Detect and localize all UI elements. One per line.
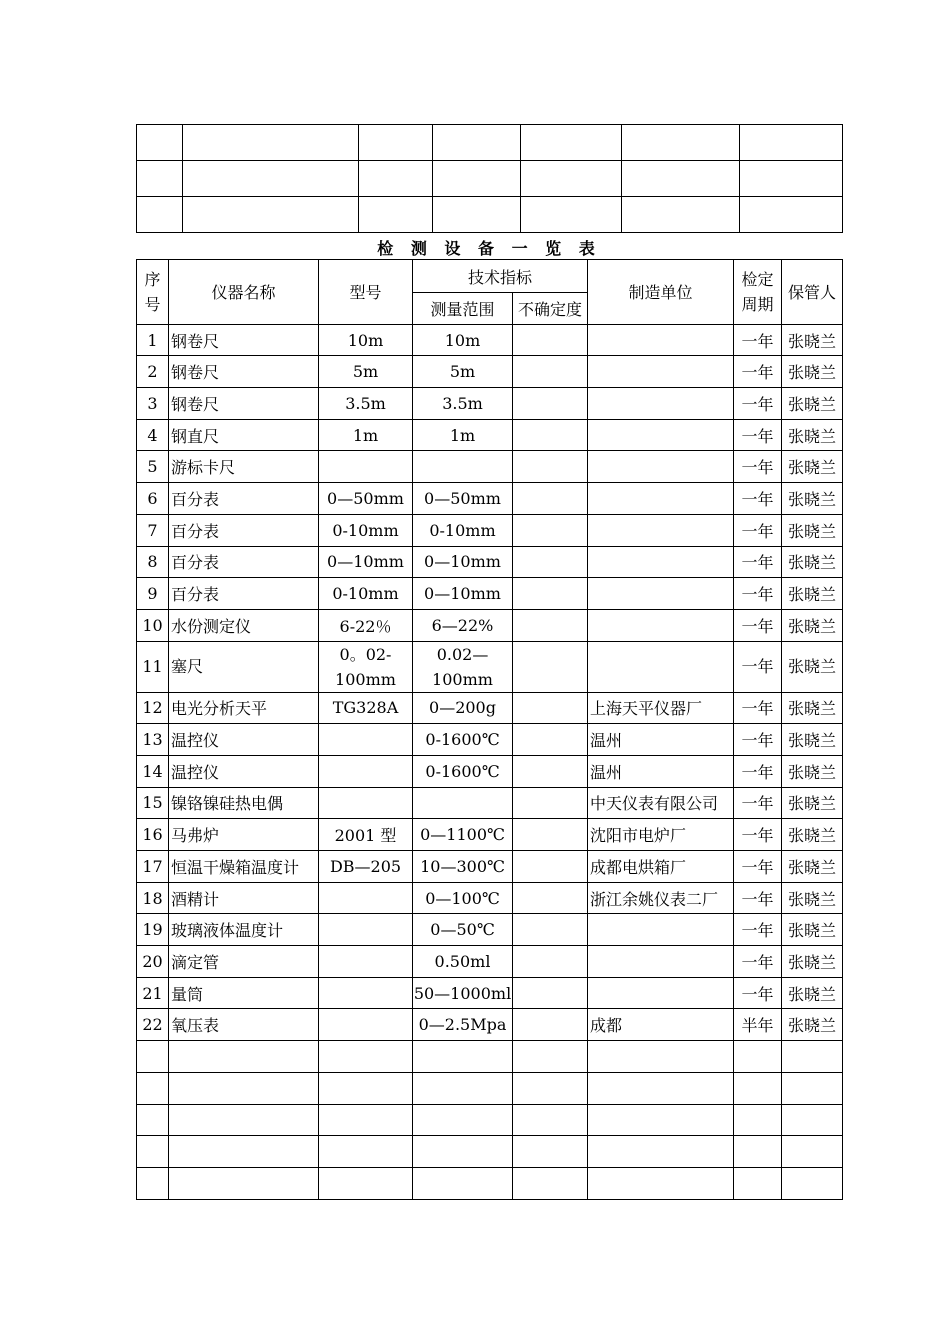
cell-seq: 7 [137, 514, 169, 546]
cell-period: 一年 [734, 514, 782, 546]
cell-maker [588, 546, 734, 578]
empty-cell [433, 161, 521, 197]
cell-name: 量筒 [169, 977, 319, 1009]
cell-name: 温控仪 [169, 755, 319, 787]
empty-cell [588, 1167, 734, 1199]
header-period: 检定 周期 [734, 260, 782, 325]
cell-uncertainty [513, 946, 588, 978]
cell-model [319, 787, 413, 819]
top-table-row [137, 197, 843, 233]
table-row [137, 946, 843, 978]
cell-keeper: 张晓兰 [782, 324, 843, 356]
empty-cell [183, 125, 359, 161]
cell-seq: 4 [137, 419, 169, 451]
cell-model: DB—205 [319, 851, 413, 883]
table-row [137, 609, 843, 641]
cell-uncertainty [513, 692, 588, 724]
cell-keeper: 张晓兰 [782, 787, 843, 819]
empty-cell [413, 1041, 513, 1073]
cell-maker: 温州 [588, 724, 734, 756]
empty-cell [359, 161, 433, 197]
cell-uncertainty [513, 578, 588, 610]
cell-uncertainty [513, 609, 588, 641]
table-row [137, 324, 843, 356]
blank-row [137, 1136, 843, 1168]
table-row [137, 483, 843, 515]
cell-model [319, 977, 413, 1009]
cell-name: 温控仪 [169, 724, 319, 756]
cell-maker [588, 946, 734, 978]
table-row [137, 578, 843, 610]
empty-cell [513, 1104, 588, 1136]
cell-seq: 2 [137, 356, 169, 388]
cell-uncertainty [513, 851, 588, 883]
cell-model: 0-10mm [319, 514, 413, 546]
cell-model: 0—50mm [319, 483, 413, 515]
cell-keeper: 张晓兰 [782, 724, 843, 756]
cell-maker [588, 419, 734, 451]
cell-uncertainty [513, 641, 588, 692]
cell-period: 一年 [734, 692, 782, 724]
cell-name: 钢直尺 [169, 419, 319, 451]
cell-period: 一年 [734, 546, 782, 578]
blank-row [137, 1104, 843, 1136]
cell-uncertainty [513, 546, 588, 578]
cell-period: 一年 [734, 388, 782, 420]
cell-name: 百分表 [169, 546, 319, 578]
empty-cell [588, 1041, 734, 1073]
cell-period: 一年 [734, 724, 782, 756]
empty-cell [622, 161, 740, 197]
cell-maker: 上海天平仪器厂 [588, 692, 734, 724]
cell-model [319, 755, 413, 787]
empty-cell [169, 1167, 319, 1199]
blank-row [137, 1041, 843, 1073]
header-name: 仪器名称 [169, 260, 319, 325]
cell-maker [588, 514, 734, 546]
cell-maker: 成都电烘箱厂 [588, 851, 734, 883]
table-row [137, 692, 843, 724]
cell-range: 0—2.5Mpa [413, 1009, 513, 1041]
cell-uncertainty [513, 388, 588, 420]
empty-cell [433, 125, 521, 161]
empty-cell [622, 125, 740, 161]
cell-seq: 5 [137, 451, 169, 483]
empty-cell [740, 197, 843, 233]
cell-period: 一年 [734, 609, 782, 641]
empty-cell [359, 125, 433, 161]
cell-period: 一年 [734, 946, 782, 978]
cell-model: 10m [319, 324, 413, 356]
cell-period: 一年 [734, 324, 782, 356]
cell-range: 10m [413, 324, 513, 356]
cell-range: 0—50mm [413, 483, 513, 515]
cell-period: 一年 [734, 914, 782, 946]
header-tech: 技术指标 [413, 260, 588, 293]
blank-row [137, 1072, 843, 1104]
cell-seq: 13 [137, 724, 169, 756]
empty-cell [359, 197, 433, 233]
cell-model: 0。02- 100mm [319, 641, 413, 692]
table-row [137, 851, 843, 883]
empty-cell [319, 1072, 413, 1104]
empty-cell [734, 1072, 782, 1104]
cell-range: 0—100℃ [413, 882, 513, 914]
empty-cell [521, 125, 622, 161]
empty-cell [137, 197, 183, 233]
top-table-row [137, 125, 843, 161]
table-row [137, 514, 843, 546]
cell-keeper: 张晓兰 [782, 819, 843, 851]
cell-maker: 浙江余姚仪表二厂 [588, 882, 734, 914]
top-table-row [137, 161, 843, 197]
cell-seq: 16 [137, 819, 169, 851]
cell-keeper: 张晓兰 [782, 692, 843, 724]
empty-cell [734, 1167, 782, 1199]
table-row [137, 641, 843, 692]
cell-uncertainty [513, 914, 588, 946]
cell-seq: 19 [137, 914, 169, 946]
cell-period: 一年 [734, 851, 782, 883]
cell-name: 镍铬镍硅热电偶 [169, 787, 319, 819]
cell-model: TG328A [319, 692, 413, 724]
cell-model: 2001 型 [319, 819, 413, 851]
empty-cell [734, 1104, 782, 1136]
cell-uncertainty [513, 514, 588, 546]
cell-maker: 中天仪表有限公司 [588, 787, 734, 819]
empty-cell [521, 161, 622, 197]
cell-maker [588, 483, 734, 515]
empty-cell [137, 125, 183, 161]
cell-keeper: 张晓兰 [782, 483, 843, 515]
cell-name: 氧压表 [169, 1009, 319, 1041]
cell-name: 塞尺 [169, 641, 319, 692]
cell-period: 一年 [734, 882, 782, 914]
cell-name: 恒温干燥箱温度计 [169, 851, 319, 883]
cell-name: 酒精计 [169, 882, 319, 914]
cell-range: 0—200g [413, 692, 513, 724]
empty-cell [137, 1072, 169, 1104]
cell-maker [588, 641, 734, 692]
cell-range [413, 787, 513, 819]
table-row [137, 755, 843, 787]
table-body [137, 324, 843, 1199]
cell-period: 一年 [734, 451, 782, 483]
cell-model [319, 1009, 413, 1041]
top-table [136, 124, 843, 233]
cell-range: 0.50ml [413, 946, 513, 978]
cell-seq: 18 [137, 882, 169, 914]
empty-cell [137, 1041, 169, 1073]
cell-model: 3.5m [319, 388, 413, 420]
cell-period: 半年 [734, 1009, 782, 1041]
cell-uncertainty [513, 1009, 588, 1041]
table-row [137, 819, 843, 851]
cell-period: 一年 [734, 977, 782, 1009]
cell-model: 1m [319, 419, 413, 451]
table-row [137, 451, 843, 483]
cell-seq: 9 [137, 578, 169, 610]
cell-name: 滴定管 [169, 946, 319, 978]
cell-name: 水份测定仪 [169, 609, 319, 641]
blank-row [137, 1167, 843, 1199]
empty-cell [734, 1041, 782, 1073]
cell-period: 一年 [734, 819, 782, 851]
cell-keeper: 张晓兰 [782, 851, 843, 883]
empty-cell [734, 1136, 782, 1168]
empty-cell [588, 1136, 734, 1168]
cell-seq: 14 [137, 755, 169, 787]
cell-seq: 20 [137, 946, 169, 978]
cell-keeper: 张晓兰 [782, 755, 843, 787]
cell-maker [588, 324, 734, 356]
cell-seq: 17 [137, 851, 169, 883]
empty-cell [782, 1041, 843, 1073]
table-row [137, 419, 843, 451]
cell-range: 3.5m [413, 388, 513, 420]
cell-uncertainty [513, 324, 588, 356]
cell-model [319, 882, 413, 914]
cell-period: 一年 [734, 578, 782, 610]
empty-cell [169, 1072, 319, 1104]
cell-seq: 12 [137, 692, 169, 724]
table-row [137, 882, 843, 914]
empty-cell [413, 1167, 513, 1199]
empty-cell [433, 197, 521, 233]
empty-cell [183, 161, 359, 197]
cell-range: 0—10mm [413, 546, 513, 578]
cell-model: 5m [319, 356, 413, 388]
cell-model: 0-10mm [319, 578, 413, 610]
cell-maker [588, 578, 734, 610]
cell-range: 5m [413, 356, 513, 388]
cell-range: 50—1000ml [413, 977, 513, 1009]
cell-seq: 10 [137, 609, 169, 641]
cell-name: 钢卷尺 [169, 356, 319, 388]
empty-cell [513, 1072, 588, 1104]
cell-keeper: 张晓兰 [782, 609, 843, 641]
cell-range: 0—10mm [413, 578, 513, 610]
top-table-body [137, 125, 843, 233]
cell-name: 钢卷尺 [169, 324, 319, 356]
cell-uncertainty [513, 483, 588, 515]
equipment-table [136, 259, 843, 1200]
empty-cell [319, 1104, 413, 1136]
empty-cell [521, 197, 622, 233]
cell-period: 一年 [734, 755, 782, 787]
empty-cell [183, 197, 359, 233]
table-row [137, 1009, 843, 1041]
cell-keeper: 张晓兰 [782, 946, 843, 978]
cell-maker: 温州 [588, 755, 734, 787]
table-row [137, 787, 843, 819]
cell-keeper: 张晓兰 [782, 388, 843, 420]
cell-maker [588, 388, 734, 420]
empty-cell [319, 1041, 413, 1073]
cell-maker [588, 977, 734, 1009]
cell-uncertainty [513, 451, 588, 483]
cell-model: 6-22％ [319, 609, 413, 641]
header-model: 型号 [319, 260, 413, 325]
empty-cell [740, 125, 843, 161]
cell-keeper: 张晓兰 [782, 641, 843, 692]
cell-name: 玻璃液体温度计 [169, 914, 319, 946]
empty-cell [513, 1136, 588, 1168]
cell-uncertainty [513, 787, 588, 819]
cell-seq: 21 [137, 977, 169, 1009]
table-row [137, 356, 843, 388]
cell-seq: 6 [137, 483, 169, 515]
empty-cell [137, 1136, 169, 1168]
table-header [137, 260, 843, 325]
cell-range: 0—50℃ [413, 914, 513, 946]
cell-keeper: 张晓兰 [782, 419, 843, 451]
cell-maker [588, 914, 734, 946]
cell-keeper: 张晓兰 [782, 1009, 843, 1041]
cell-keeper: 张晓兰 [782, 356, 843, 388]
header-maker: 制造单位 [588, 260, 734, 325]
table-row [137, 546, 843, 578]
empty-cell [413, 1072, 513, 1104]
cell-name: 百分表 [169, 578, 319, 610]
empty-cell [740, 161, 843, 197]
cell-range: 0.02— 100mm [413, 641, 513, 692]
empty-cell [588, 1072, 734, 1104]
cell-keeper: 张晓兰 [782, 882, 843, 914]
cell-model [319, 724, 413, 756]
cell-keeper: 张晓兰 [782, 451, 843, 483]
cell-seq: 3 [137, 388, 169, 420]
cell-keeper: 张晓兰 [782, 578, 843, 610]
cell-maker [588, 451, 734, 483]
cell-keeper: 张晓兰 [782, 546, 843, 578]
cell-uncertainty [513, 977, 588, 1009]
cell-range [413, 451, 513, 483]
cell-period: 一年 [734, 787, 782, 819]
cell-seq: 1 [137, 324, 169, 356]
empty-cell [782, 1072, 843, 1104]
header-range: 测量范围 [413, 293, 513, 325]
cell-seq: 22 [137, 1009, 169, 1041]
empty-cell [319, 1167, 413, 1199]
empty-cell [513, 1041, 588, 1073]
cell-maker: 成都 [588, 1009, 734, 1041]
empty-cell [319, 1136, 413, 1168]
cell-seq: 15 [137, 787, 169, 819]
cell-uncertainty [513, 419, 588, 451]
cell-model: 0—10mm [319, 546, 413, 578]
cell-name: 钢卷尺 [169, 388, 319, 420]
table-row [137, 724, 843, 756]
table-row [137, 388, 843, 420]
empty-cell [137, 1167, 169, 1199]
cell-keeper: 张晓兰 [782, 514, 843, 546]
cell-period: 一年 [734, 641, 782, 692]
cell-uncertainty [513, 755, 588, 787]
cell-range: 0-1600℃ [413, 755, 513, 787]
cell-name: 百分表 [169, 514, 319, 546]
empty-cell [169, 1041, 319, 1073]
empty-cell [137, 161, 183, 197]
empty-cell [782, 1104, 843, 1136]
header-seq: 序 号 [137, 260, 169, 325]
cell-uncertainty [513, 882, 588, 914]
table-row [137, 977, 843, 1009]
empty-cell [413, 1136, 513, 1168]
cell-maker [588, 356, 734, 388]
cell-period: 一年 [734, 419, 782, 451]
cell-model [319, 914, 413, 946]
cell-period: 一年 [734, 356, 782, 388]
cell-range: 0-10mm [413, 514, 513, 546]
cell-range: 0—1100℃ [413, 819, 513, 851]
empty-cell [782, 1167, 843, 1199]
empty-cell [782, 1136, 843, 1168]
cell-uncertainty [513, 356, 588, 388]
cell-keeper: 张晓兰 [782, 977, 843, 1009]
cell-maker: 沈阳市电炉厂 [588, 819, 734, 851]
header-uncertainty: 不确定度 [513, 293, 588, 325]
empty-cell [588, 1104, 734, 1136]
cell-range: 6—22% [413, 609, 513, 641]
empty-cell [413, 1104, 513, 1136]
cell-seq: 8 [137, 546, 169, 578]
cell-name: 百分表 [169, 483, 319, 515]
empty-cell [169, 1136, 319, 1168]
cell-keeper: 张晓兰 [782, 914, 843, 946]
cell-model [319, 946, 413, 978]
cell-period: 一年 [734, 483, 782, 515]
page-title: 检 测 设 备 一 览 表 [377, 239, 601, 258]
table-row [137, 914, 843, 946]
cell-name: 马弗炉 [169, 819, 319, 851]
cell-range: 0-1600℃ [413, 724, 513, 756]
cell-name: 电光分析天平 [169, 692, 319, 724]
empty-cell [622, 197, 740, 233]
cell-uncertainty [513, 819, 588, 851]
cell-name: 游标卡尺 [169, 451, 319, 483]
header-keeper: 保管人 [782, 260, 843, 325]
empty-cell [137, 1104, 169, 1136]
cell-maker [588, 609, 734, 641]
empty-cell [169, 1104, 319, 1136]
cell-range: 1m [413, 419, 513, 451]
cell-uncertainty [513, 724, 588, 756]
empty-cell [513, 1167, 588, 1199]
cell-model [319, 451, 413, 483]
cell-seq: 11 [137, 641, 169, 692]
cell-range: 10—300℃ [413, 851, 513, 883]
